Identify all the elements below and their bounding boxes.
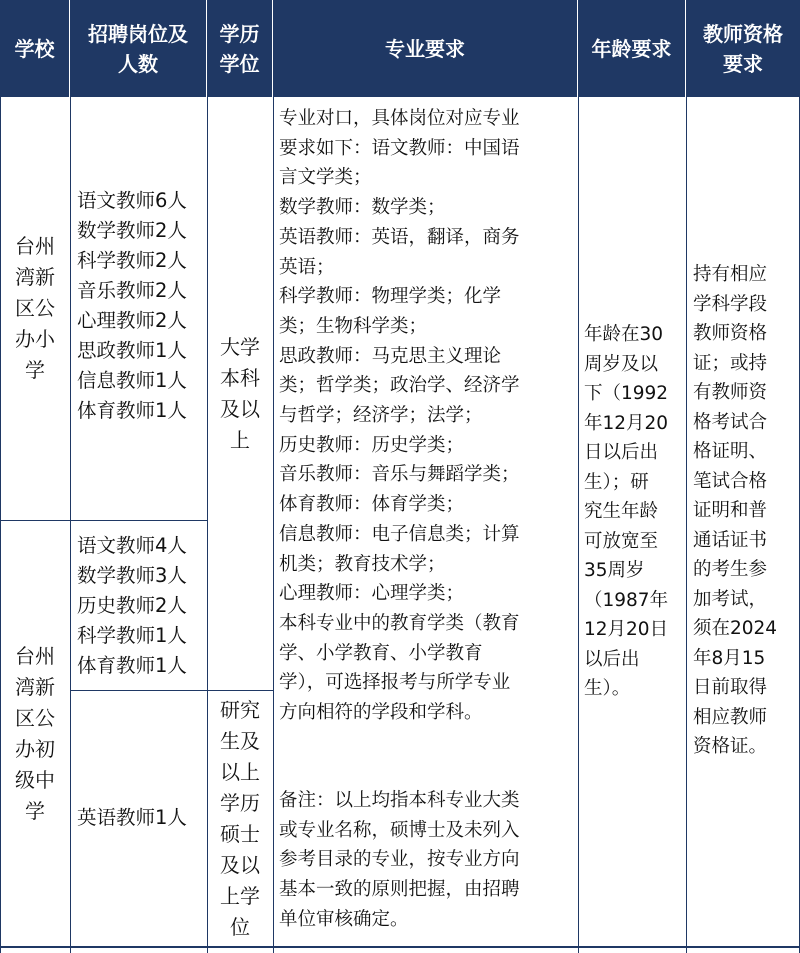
grid-line — [273, 97, 274, 953]
header-major: 专业要求 — [273, 0, 578, 97]
header-positions: 招聘岗位及 人数 — [70, 0, 207, 97]
age-requirement-text: 年龄在30 周岁及以 下（1992 年12月20 日以后出 生）；研 究生年龄 可放宽至 35周岁 （1987年 12月20日 以后出 生）。 — [584, 324, 669, 699]
education-graduate: 研究 生及 以上 学历 硕士 及以 上学 位 — [220, 698, 260, 939]
grid-line — [578, 97, 579, 953]
grid-line — [0, 946, 800, 948]
header-school: 学校 — [0, 0, 70, 97]
header-qualification: 教师资格 要求 — [686, 0, 800, 97]
education-bachelor: 大学 本科 及以 上 — [220, 335, 260, 452]
major-note-text: 备注：以上均指本科专业大类 或专业名称，硕博士及未列入 参考目录的专业，按专业方向 基本一致的原则把握，由招聘 单位审核确定。 — [279, 790, 520, 930]
major-requirement-text: 专业对口，具体岗位对应专业 要求如下：语文教师：中国语 言文学类； 数学教师：数学类； 英语教师：英语，翻译，商务 英语； 科学教师：物理学类；化学 类；生物科学类； 思政教师：马克思主义理论 类；哲学类；政治学、经济学 与哲学；经济学；法学； 历史教师：历史学类； 音乐教师：音乐与舞蹈学类； 体育教师：体育学类； 信息教师：电子信息类；计算 机类；教育技术学； 心理教师：心理学类； 本科专业中的教育学类（教育 学、小学教育、小学教育 学），可选择报考与所学专业 方向相符的学段和学科。 — [279, 108, 520, 724]
grid-line — [70, 690, 273, 691]
header-education: 学历 学位 — [207, 0, 273, 97]
grid-line — [686, 97, 687, 953]
positions-primary: 语文教师6人 数学教师2人 科学教师2人 音乐教师2人 心理教师2人 思政教师1人 信息教师1人 体育教师1人 — [77, 189, 187, 422]
qualification-requirement-text: 持有相应 学科学段 教师资格 证；或持 有教师资 格考试合 格证明、 笔试合格 证明和普 通话证书 的考生参 加考试， 须在2024 年8月15 日前取得 相应教师 资格证。 — [693, 264, 778, 757]
header-age: 年龄要求 — [578, 0, 686, 97]
school-junior: 台州 湾新 区公 办初 级中 学 — [15, 643, 55, 823]
school-primary: 台州 湾新 区公 办小 学 — [15, 234, 55, 382]
positions-english: 英语教师1人 — [77, 806, 187, 829]
positions-junior: 语文教师4人 数学教师3人 历史教师2人 科学教师1人 体育教师1人 — [77, 534, 187, 677]
grid-line — [70, 97, 71, 953]
